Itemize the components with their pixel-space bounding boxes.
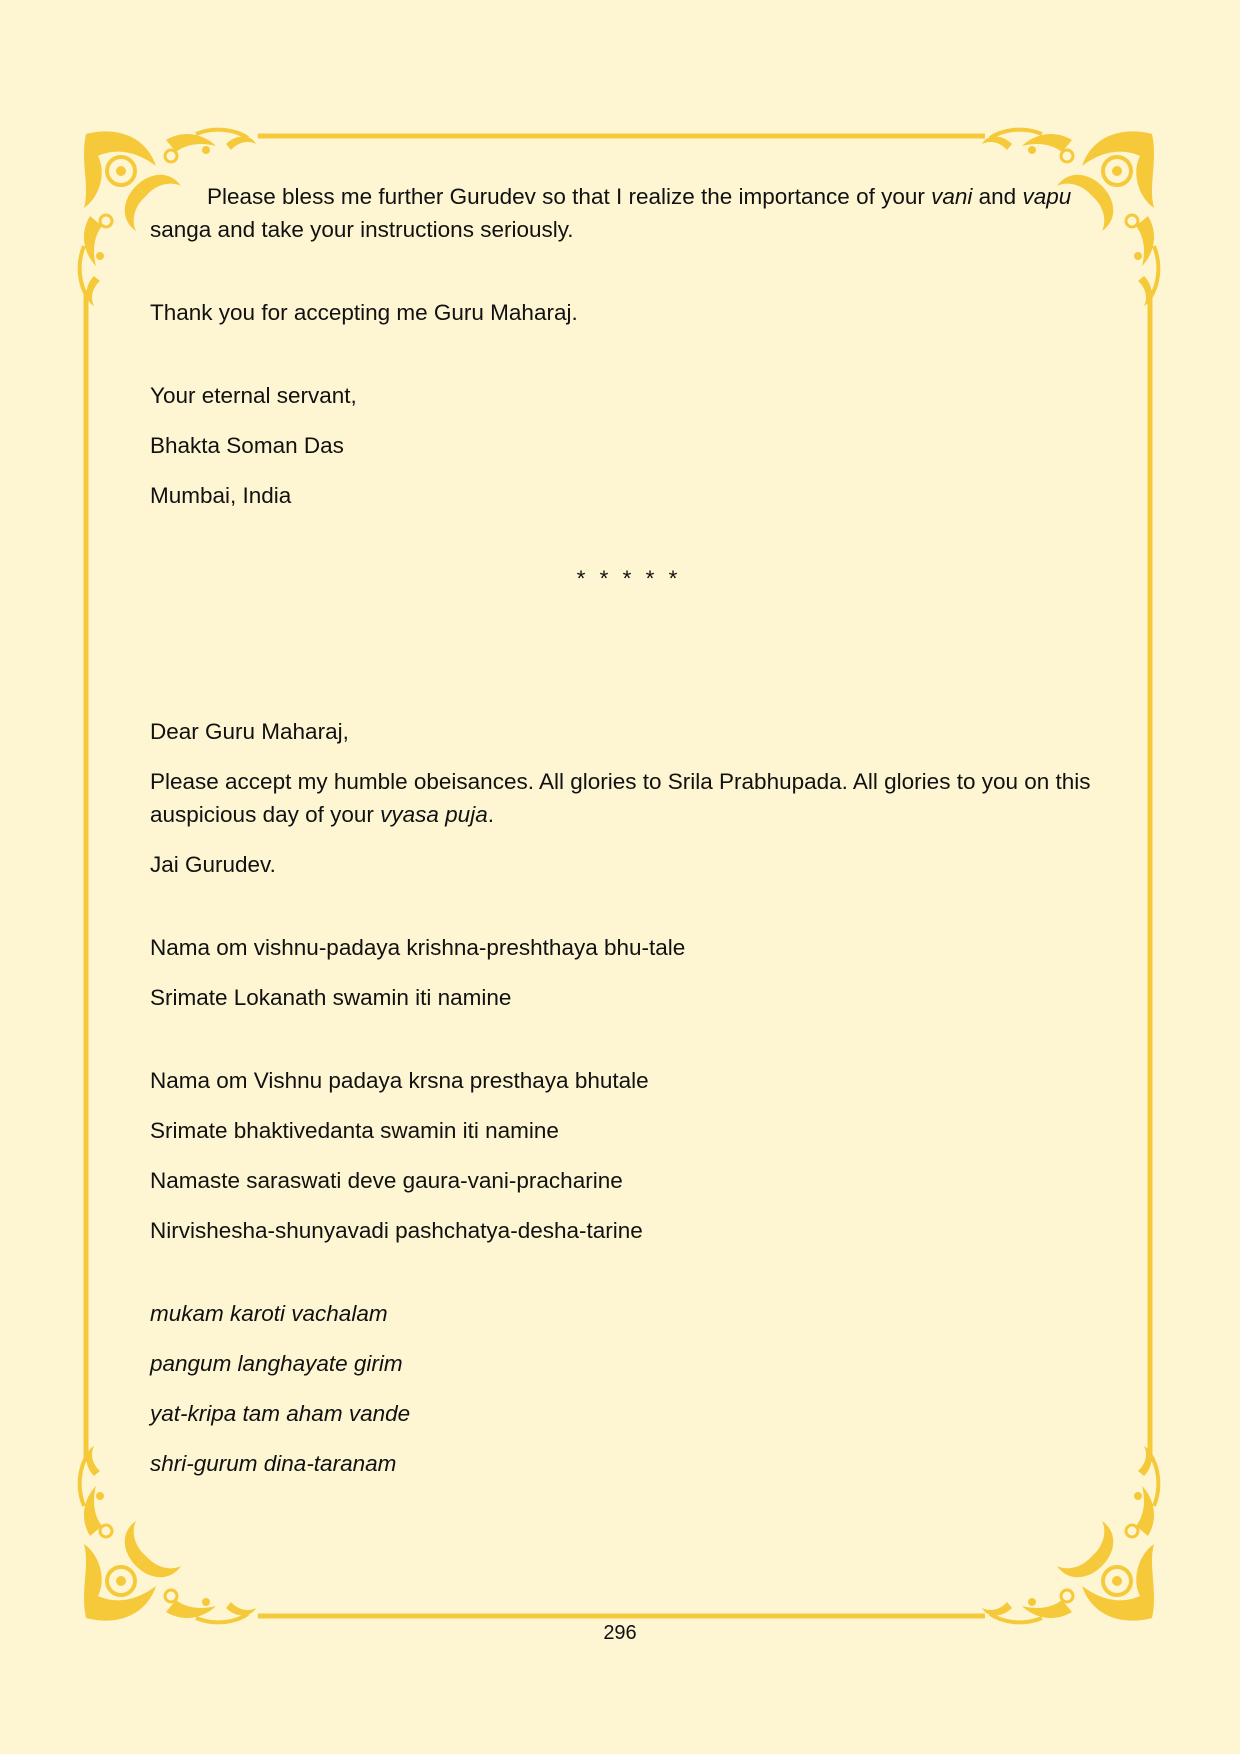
page-number: 296 (603, 1622, 637, 1644)
verse-line: Nama om Vishnu padaya krsna presthaya bhutale (150, 1068, 649, 1093)
closing-line: Your eternal servant, (150, 383, 357, 408)
verse-line: Namaste saraswati deve gaura-vani-pracharine (150, 1168, 623, 1193)
section-separator: * * * * * (576, 566, 682, 591)
blessing-paragraph: Please bless me further Gurudev so that I realize the importance of your vani and vapu sanga and take your instructions seriously. (150, 184, 1072, 242)
page-content (150, 180, 1100, 1480)
verse-line: Srimate Lokanath swamin iti namine (150, 985, 512, 1010)
obeisances-paragraph: Please accept my humble obeisances. All glories to Srila Prabhupada. All glories to you on this auspicious day of your vyasa puja. (150, 769, 1091, 827)
signature-name: Bhakta Soman Das (150, 433, 344, 458)
verse-mukam-karoti (150, 1297, 1100, 1480)
verse-line: mukam karoti vachalam (150, 1301, 388, 1326)
verse-line: yat-kripa tam aham vande (150, 1401, 411, 1426)
jai-gurudev-line: Jai Gurudev. (150, 852, 276, 877)
verse-lokanath (150, 931, 1100, 1014)
signature-location: Mumbai, India (150, 483, 292, 508)
salutation: Dear Guru Maharaj, (150, 719, 349, 744)
verse-line: Nama om vishnu-padaya krishna-preshthaya bhu-tale (150, 935, 686, 960)
verse-line: Nirvishesha-shunyavadi pashchatya-desha-tarine (150, 1218, 643, 1243)
verse-line: Srimate bhaktivedanta swamin iti namine (150, 1118, 559, 1143)
verse-prabhupada (150, 1064, 1100, 1247)
thanks-line: Thank you for accepting me Guru Maharaj. (150, 300, 578, 325)
verse-line: pangum langhayate girim (150, 1351, 403, 1376)
verse-line: shri-gurum dina-taranam (150, 1451, 397, 1476)
